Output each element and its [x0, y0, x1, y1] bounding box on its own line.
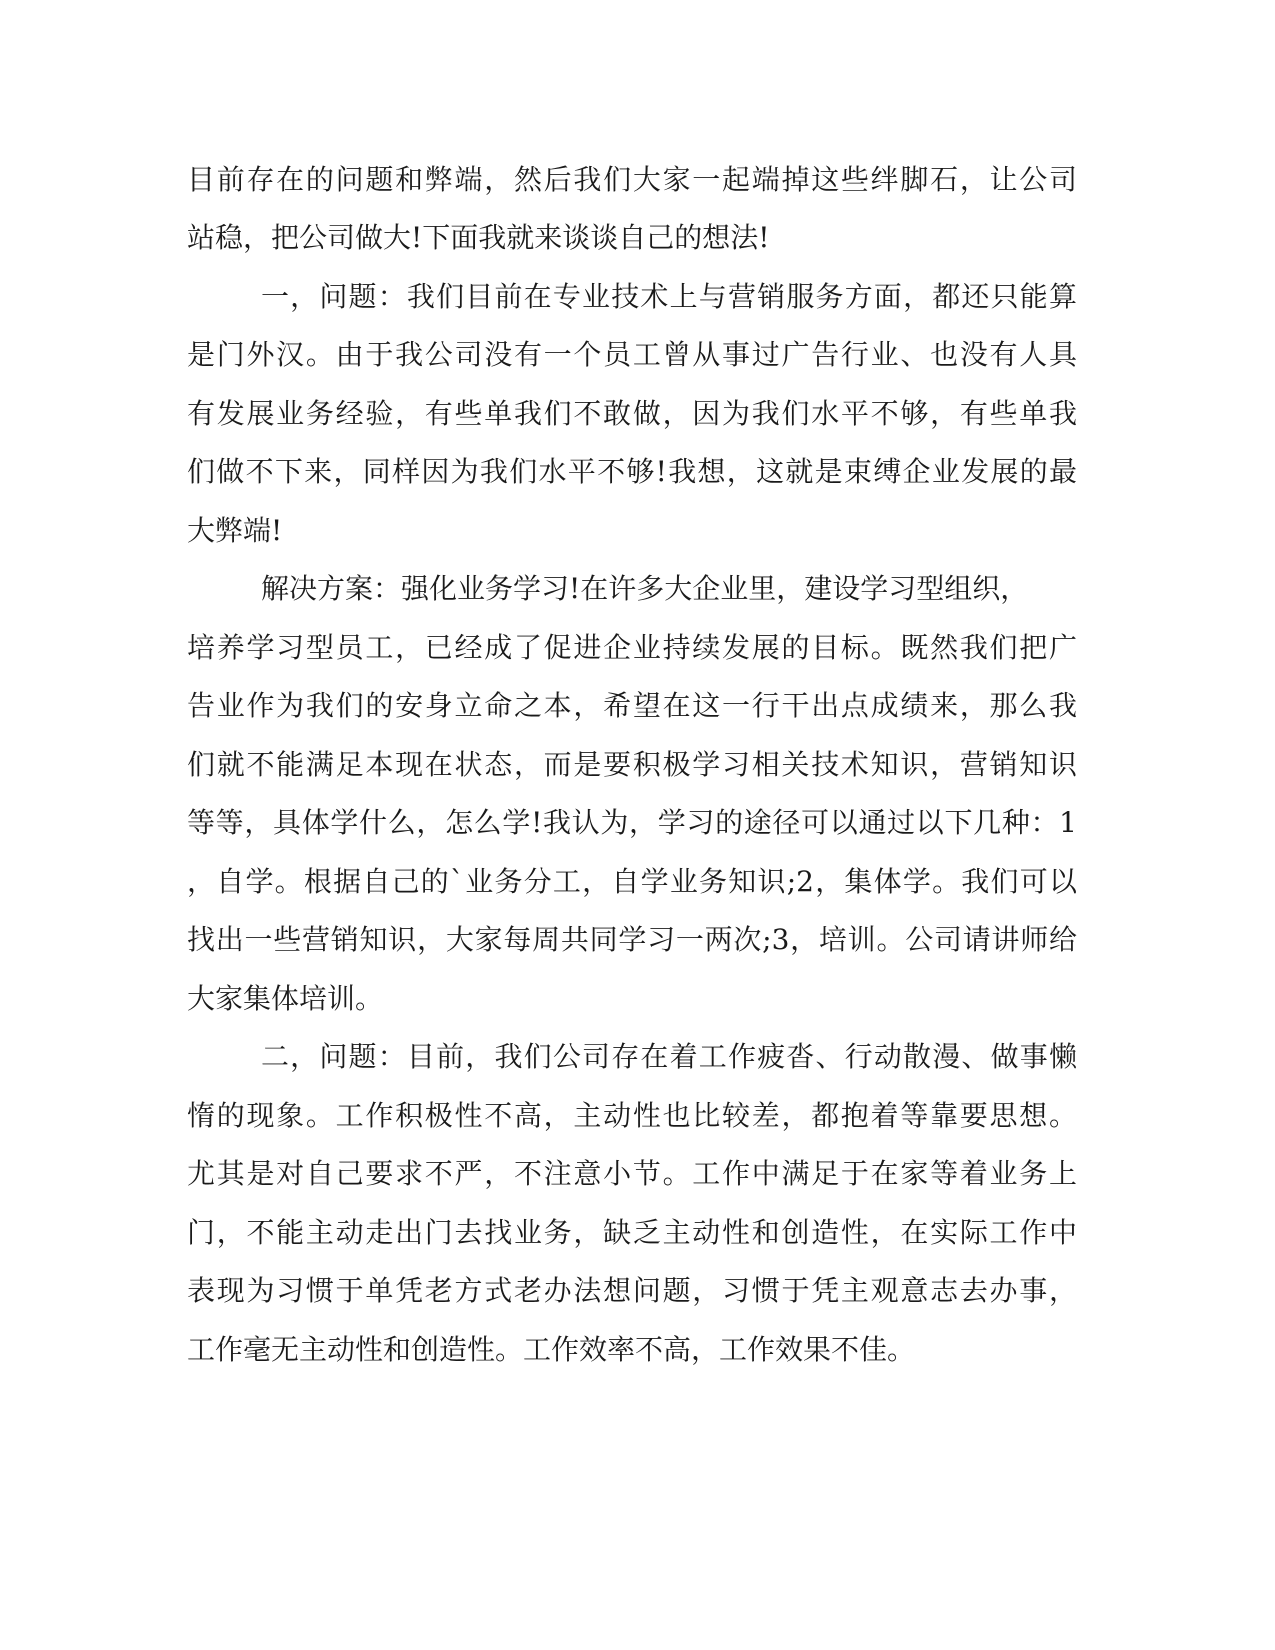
text-line: 大弊端!: [187, 514, 283, 547]
text-line: 找出一些营销知识，大家每周共同学习一两次;3，培训。公司请讲师给: [187, 923, 1077, 956]
paragraph-start-line: 解决方案：强化业务学习!在许多大企业里，建设学习型组织，: [261, 572, 1029, 605]
text-line: 培养学习型员工，已经成了促进企业持续发展的目标。既然我们把广: [187, 631, 1077, 664]
text-line: 站稳，把公司做大!下面我就来谈谈自己的想法!: [187, 221, 770, 254]
text-line: 们就不能满足本现在状态，而是要积极学习相关技术知识，营销知识: [187, 748, 1077, 781]
text-line: 目前存在的问题和弊端，然后我们大家一起端掉这些绊脚石，让公司: [187, 163, 1077, 196]
text-line: 等等，具体学什么，怎么学!我认为，学习的途径可以通过以下几种：1: [187, 806, 1077, 839]
text-line: 是门外汉。由于我公司没有一个员工曾从事过广告行业、也没有人具: [187, 338, 1077, 371]
paragraph-start-line: 二，问题：目前，我们公司存在着工作疲沓、行动散漫、做事懒: [261, 1040, 1077, 1073]
text-line: 门，不能主动走出门去找业务，缺乏主动性和创造性，在实际工作中: [187, 1216, 1077, 1249]
text-line: ，自学。根据自己的`业务分工，自学业务知识;2，集体学。我们可以: [187, 865, 1077, 898]
text-line: 尤其是对自己要求不严，不注意小节。工作中满足于在家等着业务上: [187, 1157, 1077, 1190]
text-line: 告业作为我们的安身立命之本，希望在这一行干出点成绩来，那么我: [187, 689, 1077, 722]
text-line: 表现为习惯于单凭老方式老办法想问题，习惯于凭主观意志去办事，: [187, 1274, 1077, 1307]
text-line: 工作毫无主动性和创造性。工作效率不高，工作效果不佳。: [187, 1333, 916, 1366]
text-line: 惰的现象。工作积极性不高，主动性也比较差，都抱着等靠要思想。: [187, 1099, 1077, 1132]
text-line: 大家集体培训。: [187, 982, 384, 1015]
text-line: 们做不下来，同样因为我们水平不够!我想，这就是束缚企业发展的最: [187, 455, 1077, 488]
paragraph-start-line: 一，问题：我们目前在专业技术上与营销服务方面，都还只能算: [261, 280, 1077, 313]
text-line: 有发展业务经验，有些单我们不敢做，因为我们水平不够，有些单我: [187, 397, 1077, 430]
